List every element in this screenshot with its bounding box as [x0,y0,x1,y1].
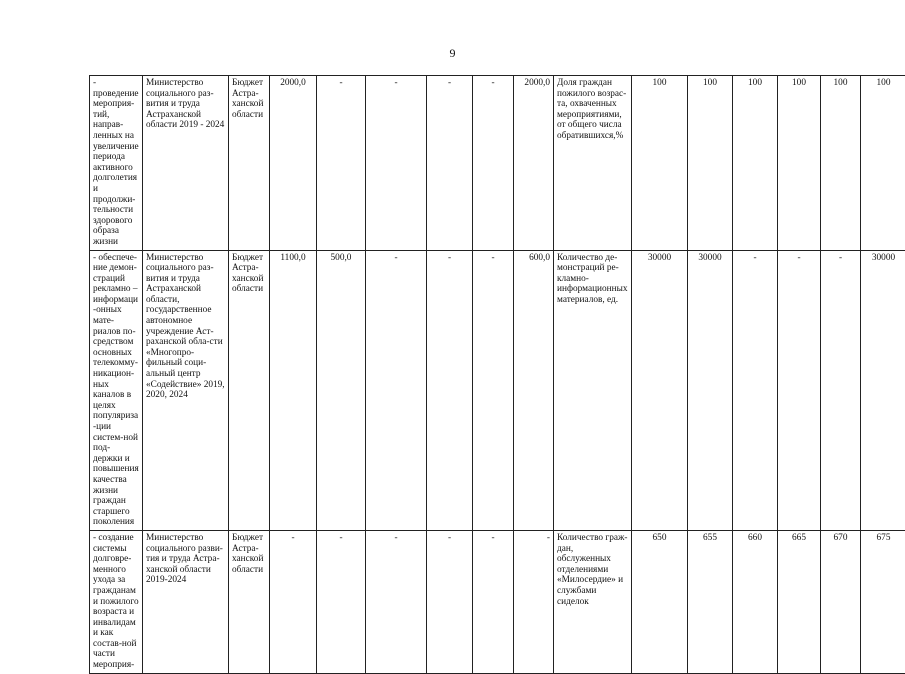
budget-cell: Бюджет Астра-ханской области [229,250,270,530]
value-cell: 665 [778,530,821,673]
value-cell: 100 [778,76,821,251]
value-cell: 100 [821,76,861,251]
value-cell: - [733,250,778,530]
year-cell: - [427,530,473,673]
indicator-cell: Доля граждан пожилого возрас-та, охваченных мероприятиями, от общего числа обратившихся,% [554,76,632,251]
year-cell: 600,0 [514,250,554,530]
table-row [90,530,905,673]
total-cell: 2000,0 [270,76,317,251]
executor-cell: Министерство социального раз-вития и труда Астраханской области 2019 - 2024 [143,76,229,251]
value-cell: 650 [632,530,688,673]
year-cell: 500,0 [317,250,366,530]
total-cell: 1100,0 [270,250,317,530]
year-cell: - [473,250,514,530]
year-cell: 2000,0 [514,76,554,251]
value-cell [861,76,905,251]
year-cell: - [366,76,427,251]
budget-cell: Бюджет Астра-ханской области [229,530,270,673]
value-cell: - [778,250,821,530]
value-cell: 30000 [861,250,905,530]
value-cell: 660 [733,530,778,673]
year-cell: - [427,250,473,530]
page-number: 9 [0,46,905,61]
indicator-cell: Количество граж-дан, обслуженных отделениями «Милосердие» и службами сиделок [554,530,632,673]
value-text: 100 [877,78,891,88]
year-cell: - [473,76,514,251]
activity-cell: - создание системы долговре-менного ухода за гражданами пожилого возраста и инвалидами как состав-ной части мероприя- [90,530,143,673]
year-cell: - [366,530,427,673]
value-cell: 30000 [688,250,733,530]
budget-cell: Бюджет Астра-ханской области [229,76,270,251]
table-row [90,250,905,530]
year-cell: - [317,530,366,673]
activity-cell: - обеспече-ние демон-страций рекламно – информаци-онных мате-риалов по-средством основных телекомму-никацион-ных каналов в целях популяриза-ции систем-ной под-держки и повышения качества жизни граждан старшего поколения [90,250,143,530]
value-cell: 100 [688,76,733,251]
table-row [90,76,905,251]
value-cell: 655 [688,530,733,673]
year-cell: - [366,250,427,530]
year-cell: - [473,530,514,673]
total-cell: - [270,530,317,673]
value-cell: 675 [861,530,905,673]
program-table [89,75,905,674]
activity-cell: - проведение мероприя-тий, направ-ленных на увеличение периода активного долголетия и продолжи-тельности здорового образа жизни [90,76,143,251]
year-cell: - [317,76,366,251]
value-cell: 30000 [632,250,688,530]
executor-cell: Министерство социального разви-тия и труда Астра-ханской области 2019-2024 [143,530,229,673]
value-cell: 100 [632,76,688,251]
year-cell: - [427,76,473,251]
executor-cell: Министерство социального раз-вития и труда Астраханской области, государственное автономное учреждение Аст-раханской обла-сти «Многопро-фильный соци-альный центр «Содействие» 2019, 2020, 2024 [143,250,229,530]
year-cell: - [514,530,554,673]
value-cell: - [821,250,861,530]
indicator-cell: Количество де-монстраций ре-кламно-информационных материалов, ед. [554,250,632,530]
value-cell: 670 [821,530,861,673]
value-cell: 100 [733,76,778,251]
